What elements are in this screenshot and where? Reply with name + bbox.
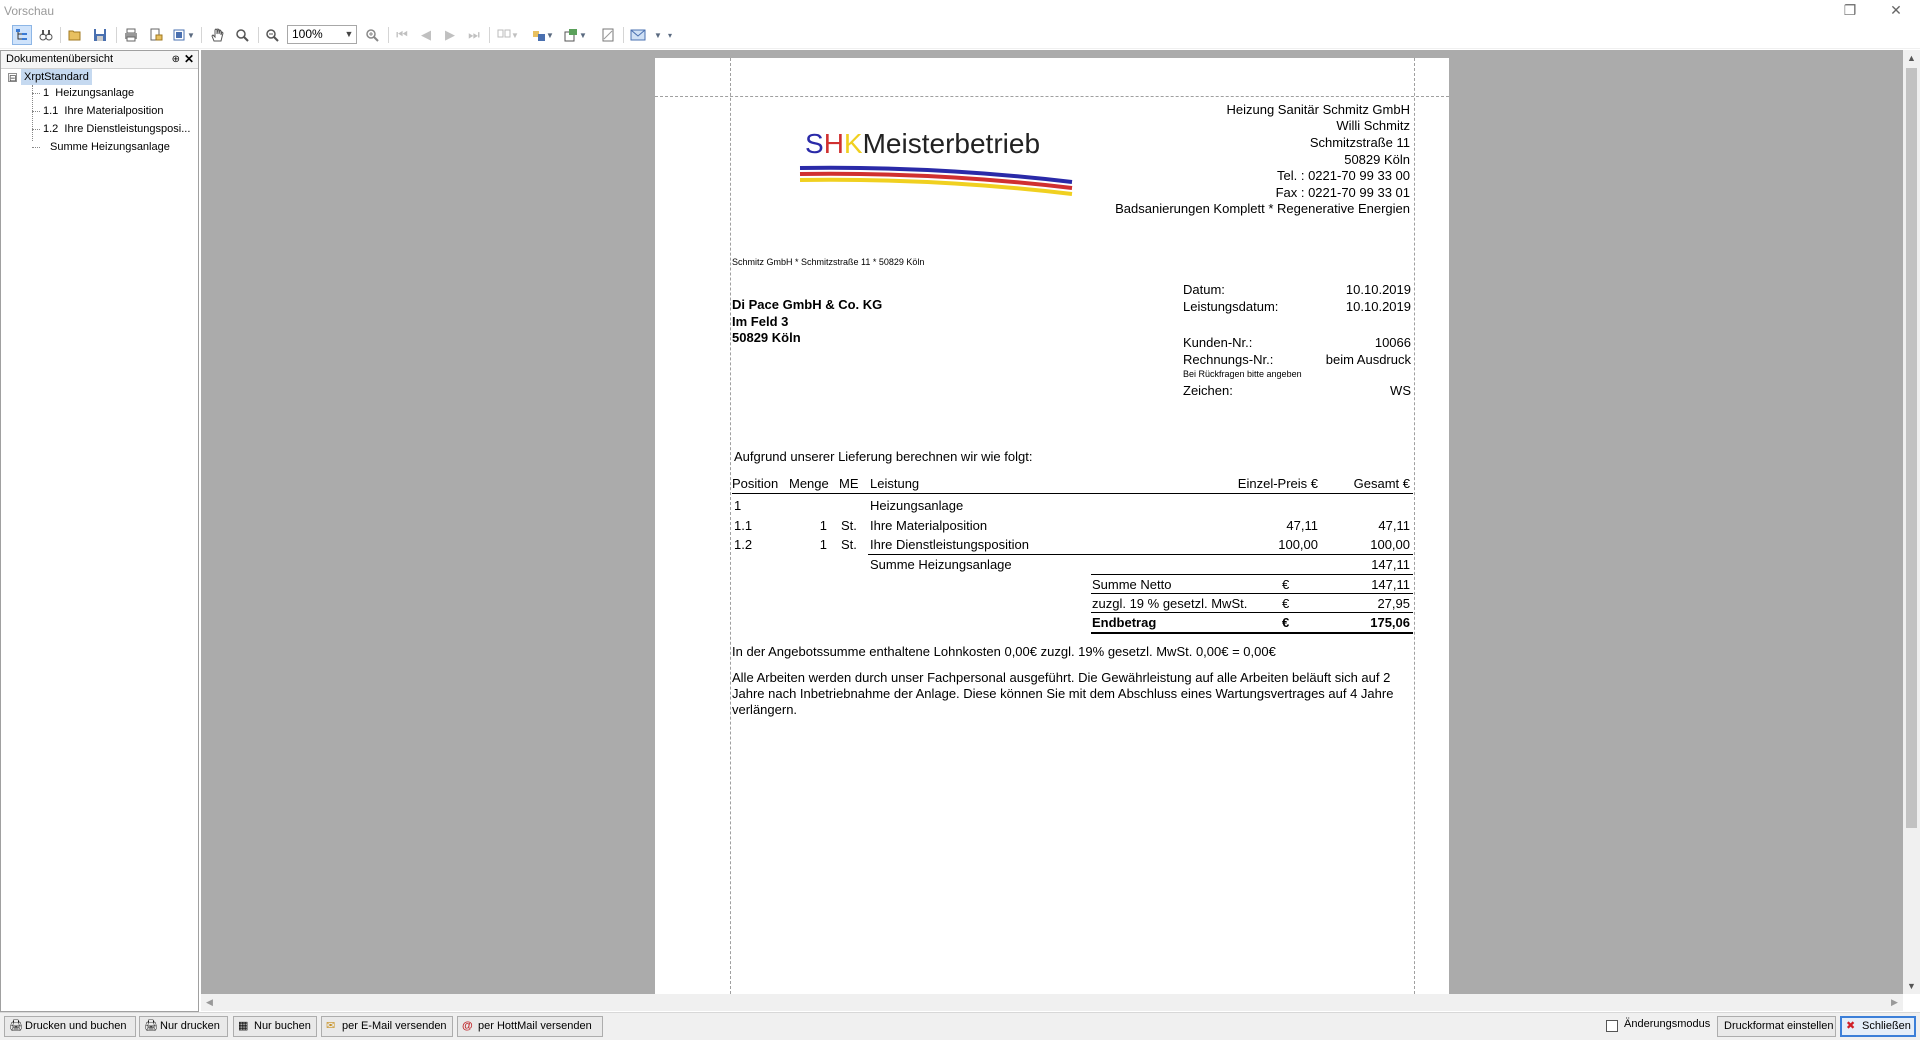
- leistungsdatum-label: Leistungsdatum:: [1183, 299, 1279, 314]
- netto-currency: €: [1282, 577, 1290, 592]
- company-name: Heizung Sanitär Schmitz GmbH: [1226, 102, 1410, 117]
- netto-label: Summe Netto: [1092, 577, 1172, 592]
- print-setup-icon[interactable]: [146, 25, 166, 45]
- endbetrag-currency: €: [1282, 615, 1290, 630]
- next-page-icon[interactable]: ▶: [445, 27, 455, 42]
- checkbox-label: Änderungsmodus: [1624, 1018, 1711, 1030]
- items-table: [732, 476, 1413, 776]
- company-slogan: Badsanierungen Komplett * Regenerative Energien: [1115, 201, 1410, 216]
- document-map-icon[interactable]: [12, 25, 32, 45]
- row-einzel: 47,11: [1286, 518, 1318, 533]
- company-person: Willi Schmitz: [1336, 118, 1410, 133]
- col-leistung-header: Leistung: [870, 476, 920, 491]
- tree-line: [32, 111, 40, 112]
- mwst-value: 27,95: [1377, 596, 1410, 611]
- row-position: 1.2: [734, 537, 753, 552]
- restore-button[interactable]: ❐: [1843, 2, 1857, 18]
- row-leistung: Heizungsanlage: [870, 498, 964, 513]
- toolbar-separator: [623, 27, 624, 43]
- printer-icon: 🖨: [144, 1020, 158, 1032]
- total-double-rule: [1091, 632, 1413, 634]
- totals-rule: [1091, 574, 1413, 575]
- tree-node-number: 1: [43, 87, 50, 99]
- prev-page-icon[interactable]: ◀: [421, 27, 431, 42]
- company-tel: Tel. : 0221-70 99 33 00: [1277, 168, 1410, 183]
- collapse-icon[interactable]: ⊟: [9, 73, 17, 83]
- recipient-street: Im Feld 3: [732, 314, 789, 329]
- toolbar-separator: [116, 27, 117, 43]
- logo-text: Meisterbetrieb: [862, 128, 1041, 159]
- envelope-icon: ✉: [326, 1020, 336, 1032]
- toolbar-separator: [388, 27, 389, 43]
- tree-line: [32, 93, 40, 94]
- row-gesamt: 47,11: [1378, 518, 1410, 533]
- chevron-down-icon[interactable]: ▼: [511, 30, 519, 40]
- chevron-down-icon[interactable]: ▼: [344, 29, 354, 39]
- zoom-select[interactable]: [287, 25, 357, 44]
- watermark-icon[interactable]: [598, 25, 618, 45]
- pin-icon[interactable]: ⊕: [171, 54, 180, 65]
- email-icon[interactable]: [628, 25, 648, 45]
- action-bar: [0, 1012, 1920, 1040]
- window-title: Vorschau: [4, 4, 55, 18]
- scroll-thumb[interactable]: [1906, 68, 1917, 828]
- company-logo: [805, 128, 1040, 160]
- send-hottmail-button[interactable]: [457, 1016, 603, 1037]
- last-page-icon[interactable]: ⏭: [468, 27, 480, 42]
- button-label: Druckformat einstellen: [1724, 1020, 1834, 1032]
- tree-node-label: Summe Heizungsanlage: [50, 141, 170, 153]
- zeichen-value: WS: [1390, 383, 1411, 398]
- company-fax: Fax : 0221-70 99 33 01: [1275, 185, 1410, 200]
- col-position-header: Position: [732, 476, 779, 491]
- button-label: Drucken und buchen: [25, 1020, 127, 1032]
- vertical-scrollbar[interactable]: [1903, 50, 1920, 994]
- open-icon[interactable]: [65, 25, 85, 45]
- subtotal-value: 147,11: [1371, 557, 1410, 572]
- company-city: 50829 Köln: [1344, 152, 1410, 167]
- leistungsdatum-value: 10.10.2019: [1345, 299, 1411, 314]
- row-leistung: Ihre Materialposition: [870, 518, 988, 533]
- toolbar-separator: [258, 27, 259, 43]
- panel-title: Dokumentenübersicht: [6, 53, 114, 65]
- subtotal-rule: [868, 554, 1413, 555]
- tree-node-dienstleistungsposition[interactable]: [43, 121, 190, 137]
- endbetrag-label: Endbetrag: [1092, 615, 1157, 630]
- col-me-header: ME: [839, 476, 859, 491]
- company-street: Schmitzstraße 11: [1309, 135, 1410, 150]
- chevron-down-icon[interactable]: ▾: [667, 30, 672, 40]
- margin-guide: [730, 58, 731, 994]
- scroll-right-icon[interactable]: ▶: [1891, 997, 1898, 1007]
- tree-node-number: 1.1: [43, 105, 59, 117]
- toolbar-separator: [489, 27, 490, 43]
- col-gesamt-header: Gesamt €: [1353, 476, 1410, 491]
- zoom-out-icon[interactable]: [262, 25, 282, 45]
- row-menge: 1: [819, 518, 827, 533]
- button-label: per HottMail versenden: [478, 1020, 592, 1032]
- subtotal-label: Summe Heizungsanlage: [870, 557, 1012, 572]
- toolbar: [0, 22, 1920, 49]
- endbetrag-value: 175,06: [1370, 615, 1410, 630]
- chevron-down-icon[interactable]: ▼: [579, 30, 587, 40]
- tree-node-heizungsanlage[interactable]: [43, 85, 134, 101]
- row-me: St.: [841, 518, 857, 533]
- toolbar-separator: [201, 27, 202, 43]
- scroll-down-icon[interactable]: ▼: [1907, 981, 1916, 991]
- row-position: 1.1: [734, 518, 753, 533]
- row-position: 1: [734, 498, 742, 513]
- recipient-name: Di Pace GmbH & Co. KG: [732, 297, 883, 312]
- button-label: per E-Mail versenden: [342, 1020, 447, 1032]
- at-icon: @: [462, 1020, 473, 1032]
- close-button[interactable]: [1840, 1016, 1916, 1037]
- recipient-city: 50829 Köln: [732, 330, 801, 345]
- close-icon[interactable]: ✕: [183, 52, 194, 66]
- tree-node-label: Ihre Materialposition: [64, 105, 164, 117]
- datum-label: Datum:: [1183, 282, 1225, 297]
- datum-value: 10.10.2019: [1345, 282, 1411, 297]
- scroll-left-icon[interactable]: ◀: [206, 997, 213, 1007]
- tree-node-number: 1.2: [43, 123, 59, 135]
- row-menge: 1: [819, 537, 827, 552]
- invoice-page: [655, 58, 1449, 994]
- button-label: Nur buchen: [254, 1020, 311, 1032]
- col-menge-header: Menge: [789, 476, 829, 491]
- rueckfragen-hint: Bei Rückfragen bitte angeben: [1183, 369, 1302, 379]
- mwst-label: zuzgl. 19 % gesetzl. MwSt.: [1092, 596, 1248, 611]
- hand-icon[interactable]: [207, 25, 227, 45]
- warranty-line-3: verlängern.: [732, 702, 798, 717]
- first-page-icon[interactable]: ⏮: [396, 27, 408, 42]
- title-bar: [0, 0, 1920, 22]
- document-outline-panel: [0, 50, 199, 1012]
- send-email-button[interactable]: [321, 1016, 453, 1037]
- printer-icon: 🖨: [9, 1020, 23, 1032]
- panel-header: [1, 51, 198, 69]
- button-label: Nur drucken: [160, 1020, 220, 1032]
- warranty-line-1: Alle Arbeiten werden durch unser Fachpersonal ausgeführt. Die Gewährleistung auf alle Arbeiten beläuft sich auf 2: [732, 670, 1391, 685]
- tree-node-summe[interactable]: [50, 139, 170, 155]
- row-einzel: 100,00: [1278, 537, 1318, 552]
- intro-text: Aufgrund unserer Lieferung berechnen wir wie folgt:: [734, 449, 1033, 464]
- ledger-icon: ▦: [238, 1020, 249, 1032]
- tree-line: [32, 129, 40, 130]
- mwst-currency: €: [1282, 596, 1290, 611]
- netto-value: 147,11: [1371, 577, 1410, 592]
- row-gesamt: 100,00: [1370, 537, 1410, 552]
- zoom-value: 100%: [292, 27, 323, 41]
- warranty-line-2: Jahre nach Inbetriebnahme der Anlage. Diese können Sie mit dem Abschluss eines Wartungsvertrages auf 4 Jahre: [732, 686, 1394, 701]
- button-label: Schließen: [1862, 1020, 1911, 1032]
- margin-guide: [655, 96, 1449, 97]
- header-rule: [732, 493, 1413, 494]
- horizontal-scrollbar[interactable]: [201, 994, 1903, 1011]
- scroll-up-icon[interactable]: ▲: [1907, 53, 1916, 63]
- chevron-down-icon[interactable]: ▼: [187, 30, 195, 40]
- tree-node-root[interactable]: XrptStandard: [21, 69, 92, 85]
- magnifier-icon[interactable]: [232, 25, 252, 45]
- chevron-down-icon[interactable]: ▼: [546, 30, 554, 40]
- rechnungs-value: beim Ausdruck: [1325, 352, 1411, 367]
- close-window-button[interactable]: ✕: [1890, 2, 1902, 18]
- sender-line: Schmitz GmbH * Schmitzstraße 11 * 50829 Köln: [732, 257, 925, 267]
- tree-node-label: Heizungsanlage: [55, 87, 135, 99]
- totals-rule: [1091, 593, 1413, 594]
- save-icon[interactable]: [90, 25, 110, 45]
- logo-swoosh: [798, 162, 1078, 202]
- binoculars-icon[interactable]: [36, 25, 56, 45]
- kunden-label: Kunden-Nr.:: [1183, 335, 1253, 350]
- chevron-down-icon[interactable]: ▼: [654, 30, 662, 40]
- zeichen-label: Zeichen:: [1183, 383, 1233, 398]
- tree-node-materialposition[interactable]: [43, 103, 163, 119]
- totals-rule: [1091, 612, 1413, 613]
- kunden-value: 10066: [1374, 335, 1411, 350]
- row-me: St.: [841, 537, 857, 552]
- tree-line: [32, 147, 40, 148]
- rechnungs-label: Rechnungs-Nr.:: [1183, 352, 1274, 367]
- margin-guide: [1414, 58, 1415, 994]
- logo-shk: SHK: [805, 128, 863, 159]
- tree-node-label: Ihre Dienstleistungsposi...: [64, 123, 191, 135]
- book-only-button[interactable]: [233, 1016, 317, 1037]
- row-leistung: Ihre Dienstleistungsposition: [870, 537, 1029, 552]
- aenderungsmodus-checkbox[interactable]: [1606, 1020, 1618, 1032]
- lohnkosten-text: In der Angebotssumme enthaltene Lohnkosten 0,00€ zuzgl. 19% gesetzl. MwSt. 0,00€ = 0,00€: [732, 644, 1276, 659]
- print-format-button[interactable]: [1717, 1016, 1836, 1037]
- print-and-book-button[interactable]: [4, 1016, 136, 1037]
- print-only-button[interactable]: [139, 1016, 228, 1037]
- toolbar-separator: [60, 27, 61, 43]
- close-icon: ✖: [1846, 1020, 1856, 1032]
- col-einzel-header: Einzel-Preis €: [1237, 476, 1318, 491]
- print-icon[interactable]: [121, 25, 141, 45]
- zoom-in-icon[interactable]: [362, 25, 382, 45]
